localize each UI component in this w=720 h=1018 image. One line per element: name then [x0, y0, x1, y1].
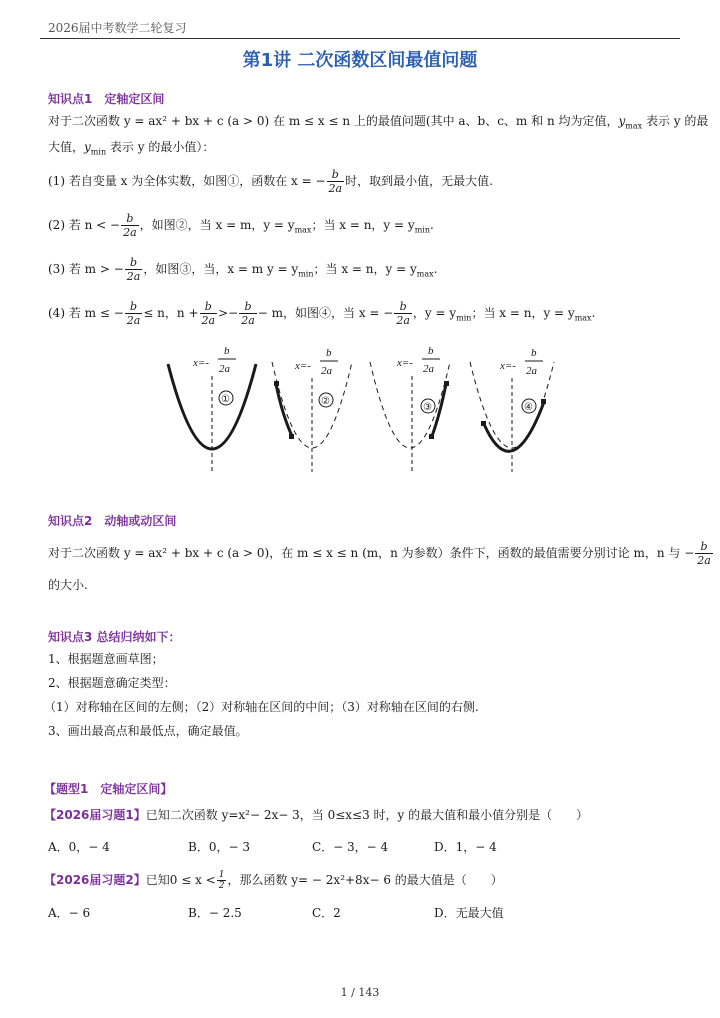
fraction-b-2a: $\frac{b}{2a}$: [123, 212, 137, 239]
figure-label-2: ②: [321, 396, 330, 407]
axis-label-3: x=-: [397, 357, 413, 369]
q2-option-d[interactable]: D．无最大值: [434, 906, 504, 920]
q2-option-a[interactable]: A．− 6: [48, 906, 91, 920]
figure-2: [272, 347, 352, 472]
axis-label-4: x=-: [500, 360, 516, 372]
fraction-one-half: $\frac{1}{2}$: [218, 870, 225, 891]
page-number: 1 / 143: [340, 986, 380, 999]
question-2-tag: 【2026届习题2】: [44, 873, 146, 887]
axis-frac-den-4: 2a: [526, 365, 537, 377]
fraction-b-2a: $\frac{b}{2a}$: [126, 300, 141, 327]
figure-4: [470, 347, 554, 472]
kp3-step-4: 3、画出最高点和最低点，确定最值。: [48, 724, 248, 738]
q1-option-c[interactable]: C．− 3，− 4: [312, 840, 389, 854]
question-1: [44, 806, 680, 824]
fraction-b-2a: $\frac{b}{2a}$: [396, 300, 410, 327]
kp1-case2: (2) 若 n < − $\frac{b}{2a}$ ，如图②，当 x = m，$y = y_{max}$；当 x = n，$y = y_{min}$.: [48, 212, 434, 239]
kp1-case3: (3) 若 m > − $\frac{b}{2a}$ ，如图③，当，x = m $y = y_{min}$；当 x = n，$y = y_{max}$.: [48, 256, 438, 283]
q1-option-d[interactable]: D．1，− 4: [434, 840, 497, 854]
page-title: 第1讲 二次函数区间最值问题: [242, 50, 478, 71]
axis-frac-den-1: 2a: [219, 363, 230, 375]
q1-option-a[interactable]: A．0，− 4: [48, 840, 110, 854]
kp3-step-3: （1）对称轴在区间的左侧；（2）对称轴在区间的中间；（3）对称轴在区间的右侧.: [44, 700, 479, 714]
parabola-figures: [160, 338, 580, 478]
q2-option-b[interactable]: B．− 2.5: [188, 906, 242, 920]
axis-frac-num-4: b: [531, 347, 537, 359]
question-1-text: 已知二次函数 y=x²− 2x− 3，当 0≤x≤3 时，y 的最大值和最小值分别是（ ）: [145, 808, 589, 822]
q2-option-c[interactable]: C．2: [312, 906, 341, 920]
kp1-intro-line1: 对于二次函数 y = ax² + bx + c (a > 0) 在 m ≤ x ≤ n 上的最值问题(其中 a、b、c、m 和 n 均为定值，$y_{max}$ 表示 y 的最: [48, 114, 709, 131]
axis-frac-num-1: b: [224, 345, 230, 357]
axis-label-2: x=-: [295, 360, 311, 372]
fraction-b-2a: $\frac{b}{2a}$: [126, 256, 141, 283]
axis-frac-num-3: b: [428, 345, 434, 357]
header-rule: [40, 38, 680, 39]
kp2-line2: 的大小.: [48, 578, 88, 592]
fraction-b-2a: $\frac{b}{2a}$: [241, 300, 255, 327]
question-2: 【2026届习题2】已知0 ≤ x < $\frac{1}{2}$ ，那么函数 y= − 2x²+8x− 6 的最大值是（ ）: [44, 870, 503, 891]
q1-option-b[interactable]: B．0，− 3: [188, 840, 250, 854]
kp3-heading: 知识点3 总结归纳如下：: [48, 630, 181, 644]
type1-heading: 【题型1 定轴定区间】: [44, 782, 173, 796]
kp1-case1: (1) 若自变量 x 为全体实数，如图①，函数在 x = − $\frac{b}{2a}$ 时，取到最小值，无最大值.: [48, 168, 493, 195]
axis-frac-den-3: 2a: [423, 363, 434, 375]
axis-label-1: x=-: [193, 357, 209, 369]
kp2-heading: 知识点2 动轴或动区间: [48, 514, 177, 528]
kp1-intro-line2: 大值，$y_{min}$ 表示 y 的最小值）：: [48, 140, 215, 157]
figure-3: [370, 345, 450, 472]
kp1-case4: (4) 若 m ≤ − $\frac{b}{2a}$ ≤ n，n + $\frac{b}{2a}$ >− $\frac{b}{2a}$ − m，如图④，当 x = − $\frac{b}{2a}$ ，$y = y_{min}$；当 x = n，$y = y_{max}$.: [48, 300, 596, 327]
figure-label-4: ④: [524, 402, 533, 413]
kp2-line1: 对于二次函数 y = ax² + bx + c (a > 0)，在 m ≤ x ≤ n (m，n 为参数）条件下，函数的最值需要分别讨论 m，n 与 − $\frac{b}{2a}$: [48, 540, 711, 567]
figure-label-1: ①: [221, 394, 230, 405]
kp3-step-1: 1、根据题意画草图；: [48, 652, 164, 666]
figure-1: [168, 345, 256, 472]
axis-frac-num-2: b: [326, 347, 332, 359]
figure-label-3: ③: [423, 402, 432, 413]
fraction-b-2a: $\frac{b}{2a}$: [201, 300, 216, 327]
header-series: 2026届中考数学二轮复习: [48, 21, 187, 35]
kp3-step-2: 2、根据题意确定类型：: [48, 676, 176, 690]
question-1-tag: 【2026届习题1】: [44, 808, 146, 822]
axis-frac-den-2: 2a: [321, 365, 332, 377]
kp1-heading: 知识点1 定轴定区间: [48, 92, 165, 106]
fraction-b-2a: $\frac{b}{2a}$: [697, 540, 711, 567]
fraction-b-2a: $\frac{b}{2a}$: [328, 168, 343, 195]
